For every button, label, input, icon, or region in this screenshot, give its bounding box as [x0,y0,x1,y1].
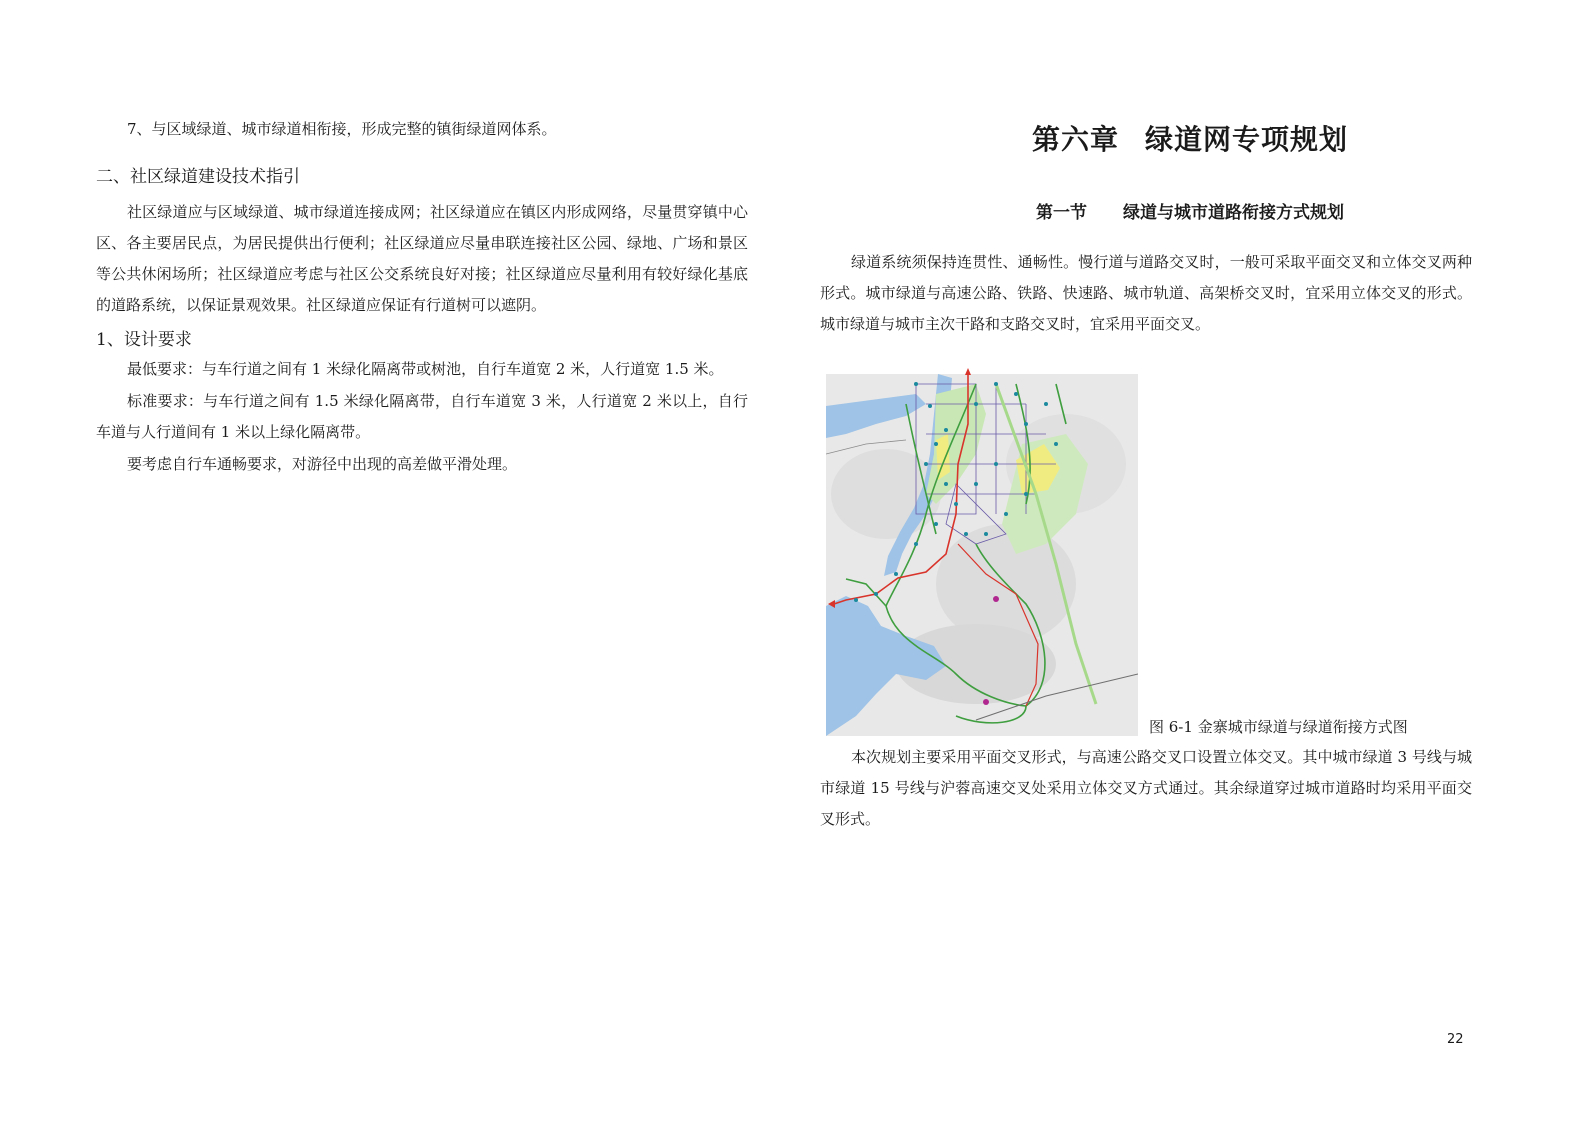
section-title [793,198,1587,223]
interchange-marker [983,699,989,705]
smoothing-note-paragraph: 要考虑自行车通畅要求，对游径中出现的高差做平滑处理。 [127,455,518,473]
section-number: 第一节 [1036,203,1087,223]
section-heading-community-greenway: 二、社区绿道建设技术指引 [96,167,300,187]
map-top-margin [826,344,1138,374]
section-name: 绿道与城市道路衔接方式规划 [1123,203,1344,223]
page-number: 22 [1447,1032,1464,1047]
list-item-7: 7、与区域绿道、城市绿道相衔接，形成完整的镇街绿道网体系。 [127,120,557,138]
standard-requirement-paragraph: 标准要求：与车行道之间有 1.5 米绿化隔离带，自行车道宽 3 米，人行道宽 2 米以上，自行车道与人行道间有 1 米以上绿化隔离带。 [96,392,748,441]
greenway-map-figure [826,344,1138,736]
minimum-requirement-paragraph: 最低要求：与车行道之间有 1 米绿化隔离带或树池，自行车道宽 2 米，人行道宽 1.5 米。 [127,360,724,378]
design-requirements-heading: 1、设计要求 [96,330,192,350]
figure-caption: 图 6-1 金寨城市绿道与绿道衔接方式图 [1149,718,1408,736]
community-greenway-paragraph: 社区绿道应与区域绿道、城市绿道连接成网；社区绿道应在镇区内形成网络，尽量贯穿镇中心区、各主要居民点，为居民提供出行便利；社区绿道应尽量串联连接社区公园、绿地、广场和景区等公共休闲场所；社区绿道应考虑与社区公交系统良好对接；社区绿道应尽量利用有较好绿化基底的道路系统，以保证景观效果。社区绿道应保证有行道树可以遮阴。 [96,203,748,314]
greenway-map [826,344,1138,736]
chapter-title [793,118,1587,158]
conclusion-paragraph: 本次规划主要采用平面交叉形式，与高速公路交叉口设置立体交叉。其中城市绿道 3 号线与城市绿道 15 号线与沪蓉高速交叉处采用立体交叉方式通过。其余绿道穿过城市道路时均采用平面交叉形式。 [820,748,1472,828]
left-page [0,0,793,1122]
chapter-number: 第六章 [1031,123,1119,156]
intro-paragraph: 绿道系统须保持连贯性、通畅性。慢行道与道路交叉时，一般可采取平面交叉和立体交叉两种形式。城市绿道与高速公路、铁路、快速路、城市轨道、高架桥交叉时，宜采用立体交叉的形式。城市绿道与城市主次干路和支路交叉时，宜采用平面交叉。 [820,253,1472,333]
right-page [793,0,1587,1122]
yellow-strip [936,434,950,480]
chapter-name: 绿道网专项规划 [1145,123,1349,156]
interchange-marker [993,596,999,602]
